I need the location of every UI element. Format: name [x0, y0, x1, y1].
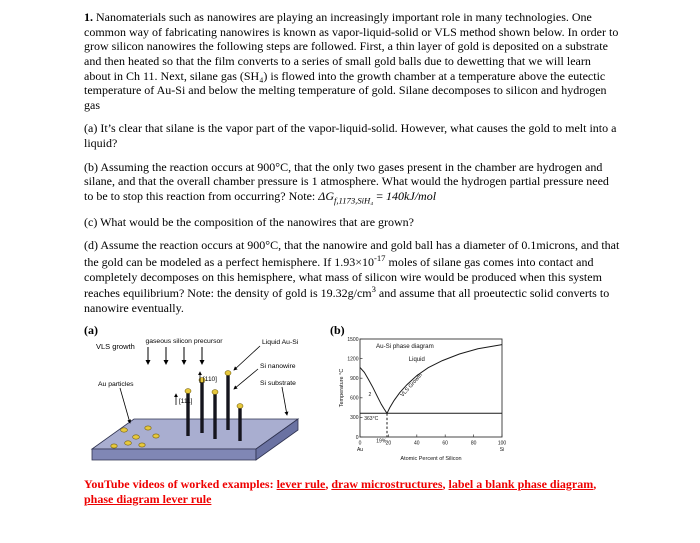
- part-a: [84, 121, 620, 150]
- x-tick-label: 100: [497, 440, 507, 447]
- series-si-liquidus-vls-growth: [387, 344, 502, 413]
- part-b-text: (b) Assuming the reaction occurs at 900°C, that the only two gases present in the chamber are hydrogen and silane, and that the overall chamber pressure is 1 atmosphere. What would the hydrogen partial pressure need to be to stop this reaction from occurring? Note:: [84, 159, 609, 203]
- annotation: 2: [368, 391, 372, 398]
- au-si-phase-diagram: [336, 327, 514, 469]
- exponent: -17: [374, 253, 386, 264]
- footer-link-lever-rule[interactable]: lever rule: [276, 476, 326, 491]
- y-tick-label: 600: [350, 395, 359, 402]
- x-tick-label: 60: [442, 440, 448, 447]
- footer-prefix: YouTube videos of worked examples:: [84, 476, 277, 491]
- plot-frame: [360, 339, 502, 437]
- part-b: [84, 160, 620, 206]
- liquid-ausi-label: Liquid Au-Si: [262, 338, 299, 346]
- vls-growth-label: VLS growth: [96, 341, 135, 351]
- footer-separator: ,: [593, 476, 597, 491]
- chart-title: Au-Si phase diagram: [376, 342, 434, 350]
- footer-link-label-blank-phase-diagram[interactable]: label a blank phase diagram: [448, 476, 594, 491]
- vls-growth-diagram: [84, 333, 329, 473]
- y-tick-label: 1500: [347, 336, 359, 343]
- x-tick-label: 0: [358, 440, 362, 447]
- figure-b-label: (b): [330, 322, 345, 337]
- footer-separator: ,: [325, 476, 332, 491]
- precursor-label: gaseous silicon precursor: [145, 337, 223, 345]
- delta-g-symbol: ΔG: [318, 188, 334, 203]
- y-tick-label: 1200: [347, 355, 359, 362]
- annotation: 363°C: [364, 415, 379, 422]
- x-tick-label: 40: [414, 440, 420, 447]
- x-end-label-au: Au: [356, 446, 364, 453]
- y-axis-title: Temperature °C: [339, 368, 345, 407]
- direction-111-label: [111]: [179, 397, 193, 405]
- y-tick-label: 0: [355, 434, 359, 441]
- part-d-text-1: (d) Assume the reaction occurs at 900°C, that the nanowire and gold ball has a diameter of 0.1microns, and that the gold can be modeled as a perfect hemisphere. If 1.93×10: [84, 238, 620, 270]
- x-end-label-si: Si: [499, 446, 505, 453]
- footer-link-draw-microstructures[interactable]: draw microstructures: [331, 476, 443, 491]
- part-d-text-3: and assume that all proeutectic solid converts to nanowire eventually.: [84, 286, 610, 315]
- direction-110-label: [110]: [203, 375, 217, 383]
- part-c-text: (c) What would be the composition of the nanowires that are grown?: [84, 214, 415, 229]
- annotation: Liquid: [408, 356, 425, 363]
- problem-intro-text: Nanomaterials such as nanowires are playing an increasingly important role in many technologies. One common way of fabricating nanowires is known as vapor-liquid-solid or VLS method shown below. In order to grow silicon nanowires the following steps are followed. First, a thin layer of gold is deposited on a substrate and then heated so that the film converts to a series of small gold balls due to dewetting that we will learn about in Ch 11. Next, silane gas (SH₄) is flowed into the growth chamber at a temperature above the eutectic temperature of Au-Si and below the melting temperature of gold. Silane decomposes to silicon and hydrogen gas: [84, 10, 619, 112]
- series-au-liquidus: [360, 367, 387, 413]
- part-a-text: (a) It’s clear that silane is the vapor part of the vapor-liquid-solid. However, what causes the gold to melt into a liquid?: [84, 121, 617, 150]
- part-d-text-2: moles of silane gas comes into contact and completely decomposes on this hemisphere, what mass of silicon wire would be produced when this system reaches equilibrium? Note: the density of gold is 19.32g/cm: [84, 255, 602, 301]
- precursor-arrows: [148, 347, 202, 364]
- substrate-front-face: [92, 449, 256, 460]
- footer-link-phase-diagram-lever-rule[interactable]: phase diagram lever rule: [84, 491, 212, 506]
- annotation: 19%: [376, 438, 387, 445]
- si-nanowire-label: Si nanowire: [260, 362, 296, 370]
- y-tick-label: 300: [350, 414, 359, 421]
- x-tick-label: 20: [385, 440, 392, 447]
- figure-a-label: (a): [84, 322, 98, 337]
- part-c: [84, 215, 620, 230]
- si-substrate-label: Si substrate: [260, 379, 296, 387]
- annotation: VLS Growth: [399, 371, 424, 398]
- equals-sign: =: [373, 188, 387, 203]
- y-tick-label: 900: [350, 375, 359, 382]
- au-particles-label: Au particles: [98, 380, 134, 388]
- x-tick-label: 80: [470, 440, 477, 447]
- problem-number: 1.: [84, 10, 93, 24]
- figures-row: [84, 322, 620, 472]
- problem-intro: [84, 10, 620, 112]
- x-axis-title: Atomic Percent of Silicon: [400, 455, 462, 462]
- footer: [84, 477, 620, 507]
- cubed-exponent: 3: [371, 284, 376, 295]
- footer-separator: ,: [442, 476, 449, 491]
- part-d: [84, 238, 620, 315]
- delta-g-subscript: f,1173,SiH₄: [334, 195, 374, 206]
- delta-g-value: 140kJ/mol: [386, 188, 437, 203]
